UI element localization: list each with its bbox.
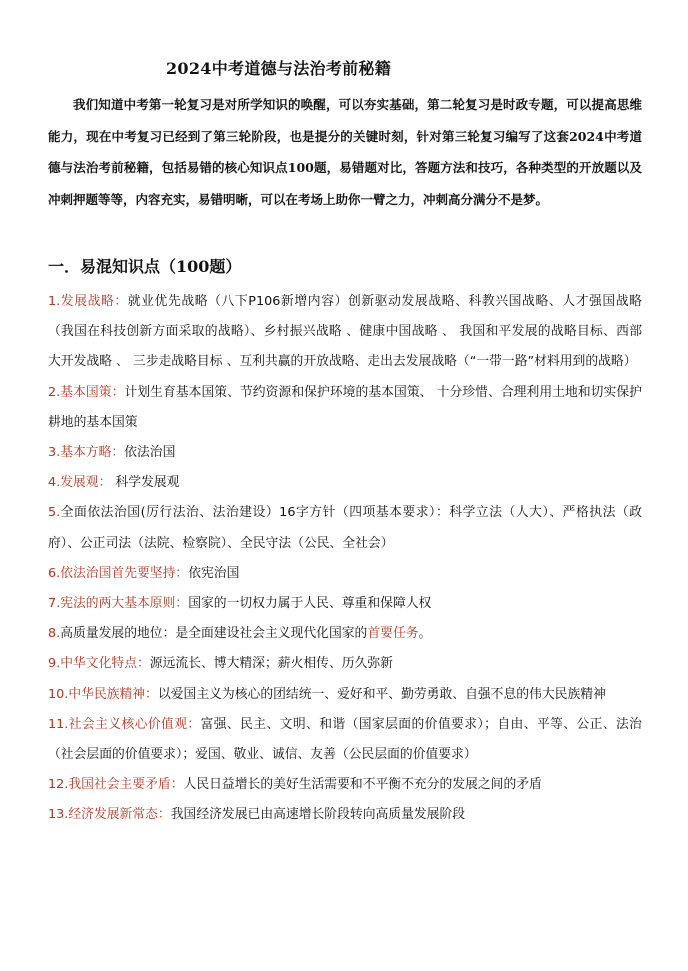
knowledge-point-label: 9.中华文化特点： <box>48 656 150 672</box>
knowledge-point-label: 8. <box>48 626 61 642</box>
knowledge-point-label: 5. <box>48 505 61 521</box>
knowledge-point-label: 4.发展观： <box>48 475 112 491</box>
knowledge-point-text: 计划生育基本国策、节约资源和保护环境的基本国策、 十分珍惜、合理利用土地和切实保护耕地的基本国策 <box>48 384 642 430</box>
knowledge-point-label: 7.宪法的两大基本原则： <box>48 596 189 612</box>
knowledge-point-text: 以爱国主义为核心的团结统一、爱好和平、勤劳勇敢、自强不息的伟大民族精神 <box>157 686 606 702</box>
knowledge-point-item <box>48 287 642 378</box>
knowledge-point-text: 人民日益增长的美好生活需要和不平衡不充分的发展之间的矛盾 <box>183 777 542 793</box>
knowledge-point-text: 全面依法治国(厉行法治、法治建设）16字方针（四项基本要求）：科学立法（人大）、严格执法（政府）、公正司法（法院、检察院）、全民守法（公民、全社会） <box>48 505 642 551</box>
highlighted-phrase: 首要任务 <box>367 626 419 642</box>
intro-paragraph: 我们知道中考第一轮复习是对所学知识的唤醒，可以夯实基础，第二轮复习是时政专题，可以提高思维能力，现在中考复习已经到了第三轮阶段，也是提分的关键时刻，针对第三轮复习编写了这套2024中考道德与法治考前秘籍，包括易错的核心知识点100题，易错题对比，答题方法和技巧，各种类型的开放题以及冲刺押题等等，内容充实，易错明晰，可以在考场上助你一臂之力，冲刺高分满分不是梦。 <box>48 97 642 207</box>
knowledge-point-item <box>48 498 642 558</box>
knowledge-point-text: 国家的一切权力属于人民、尊重和保障人权 <box>188 596 432 612</box>
knowledge-point-text: 我国经济发展已由高速增长阶段转向高质量发展阶段 <box>170 807 466 823</box>
knowledge-point-label: 3.基本方略： <box>48 445 125 461</box>
knowledge-point-item <box>48 710 642 770</box>
page-title: 2024中考道德与法治考前秘籍 <box>166 59 392 78</box>
knowledge-point-text: 就业优先战略（八下P106新增内容）创新驱动发展战略、科教兴国战略、人才强国战略（我国在科技创新方面采取的战略）、乡村振兴战略 、健康中国战略 、 我国和平发展的战略目标、西部大开发战略 、 三步走战略目标 、互利共赢的开放战略、走出去发展战略（“一带一路”材料用到的战略） <box>48 294 642 370</box>
knowledge-point-label: 6.依法治国首先要坚持： <box>48 565 189 581</box>
knowledge-point-text-end: 。 <box>418 626 432 642</box>
knowledge-point-label: 11.社会主义核心价值观： <box>48 716 201 732</box>
knowledge-point-label: 13.经济发展新常态： <box>48 807 171 823</box>
knowledge-point-text: 富强、民主、文明、和谐（国家层面的价值要求）；自由、平等、公正、法治（社会层面的价值要求）；爱国、敬业、诚信、友善（公民层面的价值要求） <box>48 716 642 763</box>
knowledge-point-item <box>48 559 642 589</box>
knowledge-point-list <box>48 287 642 831</box>
section-heading: 一．易混知识点（100题） <box>48 257 242 276</box>
knowledge-point-label: 2.基本国策： <box>48 384 125 400</box>
knowledge-point-item <box>48 378 642 438</box>
knowledge-point-text: 依宪治国 <box>188 565 240 581</box>
knowledge-point-text: 高质量发展的地位：是全面建设社会主义现代化国家的 <box>60 626 368 642</box>
knowledge-point-text: 科学发展观 <box>111 475 180 491</box>
knowledge-point-item <box>48 649 642 679</box>
knowledge-point-text: 源远流长、博大精深；薪火相传、历久弥新 <box>149 656 393 672</box>
knowledge-point-item <box>48 468 642 498</box>
knowledge-point-item <box>48 770 642 800</box>
knowledge-point-item <box>48 589 642 619</box>
knowledge-point-label: 10.中华民族精神： <box>48 686 158 702</box>
knowledge-point-label: 1.发展战略： <box>48 294 128 309</box>
knowledge-point-item <box>48 680 642 710</box>
knowledge-point-text: 依法治国 <box>124 445 176 461</box>
knowledge-point-item <box>48 800 642 830</box>
knowledge-point-item <box>48 619 642 649</box>
knowledge-point-label: 12.我国社会主要矛盾： <box>48 777 184 793</box>
knowledge-point-item <box>48 438 642 468</box>
